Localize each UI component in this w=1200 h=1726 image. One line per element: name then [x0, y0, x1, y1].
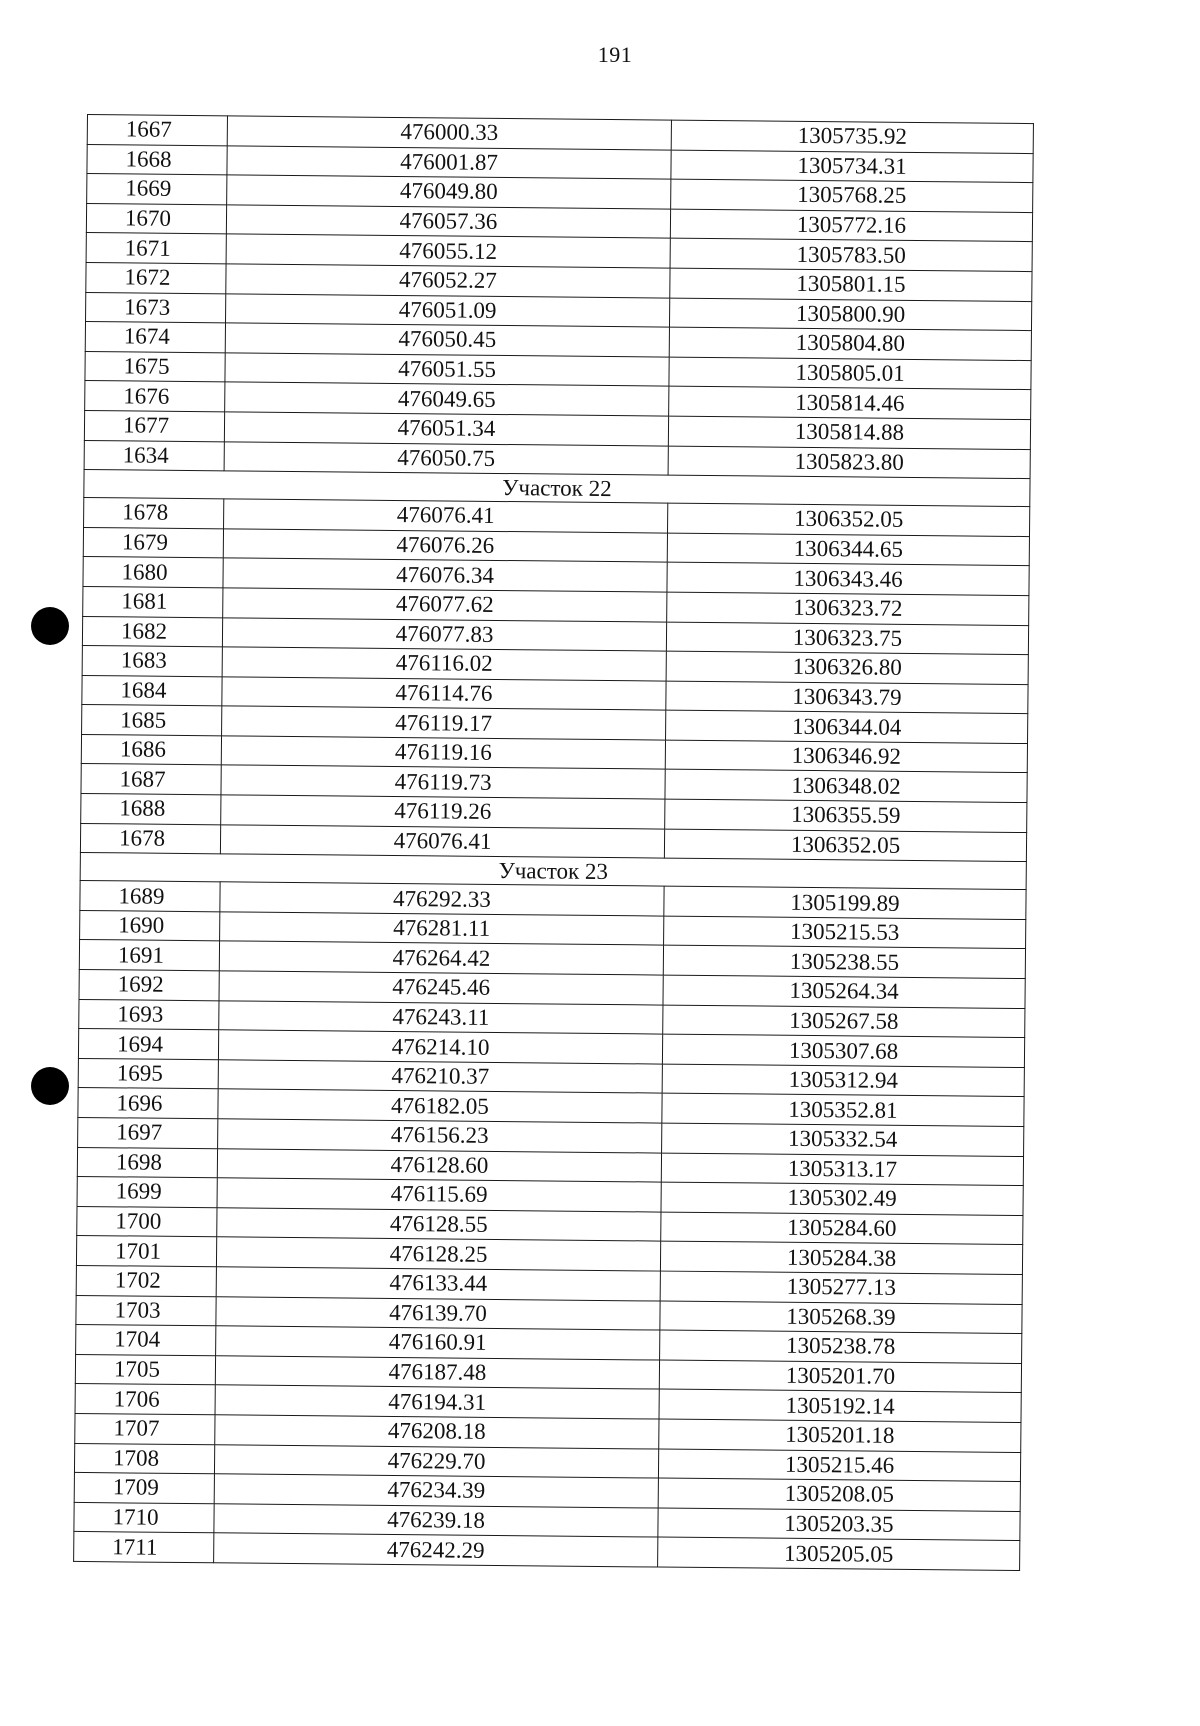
point-number-cell: 1682 [82, 616, 222, 647]
x-coordinate-cell: 476055.12 [226, 234, 670, 268]
point-number-cell: 1706 [75, 1384, 215, 1415]
x-coordinate-cell: 476114.76 [222, 677, 666, 711]
y-coordinate-cell: 1305267.58 [663, 1005, 1025, 1038]
x-coordinate-cell: 476264.42 [219, 941, 663, 975]
point-number-cell: 1704 [76, 1325, 216, 1356]
x-coordinate-cell: 476194.31 [215, 1385, 659, 1419]
point-number-cell: 1686 [81, 734, 221, 765]
x-coordinate-cell: 476077.83 [222, 617, 666, 651]
point-number-cell: 1680 [83, 557, 223, 588]
x-coordinate-cell: 476292.33 [220, 882, 664, 916]
y-coordinate-cell: 1305284.38 [660, 1241, 1022, 1274]
x-coordinate-cell: 476139.70 [216, 1296, 660, 1330]
point-number-cell: 1674 [85, 322, 225, 353]
point-number-cell: 1690 [80, 910, 220, 941]
y-coordinate-cell: 1305192.14 [659, 1389, 1021, 1422]
y-coordinate-cell: 1305772.16 [670, 209, 1032, 242]
page-number: 191 [597, 42, 633, 67]
y-coordinate-cell: 1305801.15 [670, 268, 1032, 301]
y-coordinate-cell: 1305238.55 [663, 946, 1025, 979]
point-number-cell: 1676 [85, 381, 225, 412]
punch-hole-top [31, 607, 69, 645]
y-coordinate-cell: 1306352.05 [664, 829, 1026, 862]
y-coordinate-cell: 1305215.46 [658, 1449, 1020, 1482]
point-number-cell: 1671 [86, 233, 226, 264]
point-number-cell: 1634 [84, 440, 224, 471]
x-coordinate-cell: 476208.18 [215, 1415, 659, 1449]
y-coordinate-cell: 1305312.94 [662, 1064, 1024, 1097]
point-number-cell: 1681 [83, 586, 223, 617]
y-coordinate-cell: 1305814.46 [669, 386, 1031, 419]
y-coordinate-cell: 1305307.68 [662, 1034, 1024, 1067]
x-coordinate-cell: 476242.29 [214, 1533, 658, 1567]
x-coordinate-cell: 476243.11 [219, 1000, 663, 1034]
point-number-cell: 1673 [86, 292, 226, 323]
y-coordinate-cell: 1305332.54 [662, 1123, 1024, 1156]
point-number-cell: 1698 [77, 1147, 217, 1178]
y-coordinate-cell: 1305783.50 [670, 238, 1032, 271]
point-number-cell: 1696 [78, 1088, 218, 1119]
section-title: Участок 23 [80, 853, 1026, 890]
x-coordinate-cell: 476057.36 [226, 205, 670, 239]
y-coordinate-cell: 1305804.80 [669, 327, 1031, 360]
point-number-cell: 1687 [81, 764, 221, 795]
point-number-cell: 1711 [74, 1532, 214, 1563]
coordinates-table [73, 114, 1034, 1571]
point-number-cell: 1693 [79, 999, 219, 1030]
point-number-cell: 1692 [79, 969, 219, 1000]
x-coordinate-cell: 476052.27 [226, 264, 670, 298]
point-number-cell: 1672 [86, 262, 226, 293]
y-coordinate-cell: 1305277.13 [660, 1271, 1022, 1304]
y-coordinate-cell: 1305268.39 [660, 1301, 1022, 1334]
y-coordinate-cell: 1306344.65 [667, 533, 1029, 566]
point-number-cell: 1667 [87, 115, 227, 146]
y-coordinate-cell: 1306344.04 [666, 710, 1028, 743]
y-coordinate-cell: 1305208.05 [658, 1478, 1020, 1511]
point-number-cell: 1684 [82, 675, 222, 706]
x-coordinate-cell: 476133.44 [216, 1267, 660, 1301]
punch-hole-bottom [31, 1067, 69, 1105]
point-number-cell: 1677 [84, 410, 224, 441]
y-coordinate-cell: 1305768.25 [671, 179, 1033, 212]
point-number-cell: 1691 [79, 940, 219, 971]
y-coordinate-cell: 1306355.59 [665, 799, 1027, 832]
x-coordinate-cell: 476050.45 [225, 323, 669, 357]
point-number-cell: 1670 [86, 203, 226, 234]
point-number-cell: 1709 [74, 1473, 214, 1504]
point-number-cell: 1707 [75, 1413, 215, 1444]
y-coordinate-cell: 1305238.78 [660, 1330, 1022, 1363]
x-coordinate-cell: 476187.48 [215, 1356, 659, 1390]
x-coordinate-cell: 476128.60 [217, 1148, 661, 1182]
y-coordinate-cell: 1305814.88 [668, 416, 1030, 449]
y-coordinate-cell: 1305201.18 [659, 1419, 1021, 1452]
y-coordinate-cell: 1305201.70 [659, 1360, 1021, 1393]
y-coordinate-cell: 1305215.53 [664, 916, 1026, 949]
point-number-cell: 1688 [81, 794, 221, 825]
point-number-cell: 1703 [76, 1295, 216, 1326]
point-number-cell: 1702 [76, 1265, 216, 1296]
x-coordinate-cell: 476000.33 [227, 116, 671, 150]
point-number-cell: 1678 [84, 498, 224, 529]
point-number-cell: 1669 [87, 174, 227, 205]
x-coordinate-cell: 476119.17 [222, 706, 666, 740]
y-coordinate-cell: 1305313.17 [661, 1153, 1023, 1186]
x-coordinate-cell: 476077.62 [223, 588, 667, 622]
y-coordinate-cell: 1306343.79 [666, 681, 1028, 714]
x-coordinate-cell: 476234.39 [214, 1474, 658, 1508]
x-coordinate-cell: 476156.23 [218, 1119, 662, 1153]
point-number-cell: 1697 [78, 1117, 218, 1148]
y-coordinate-cell: 1305734.31 [671, 150, 1033, 183]
point-number-cell: 1700 [77, 1206, 217, 1237]
x-coordinate-cell: 476115.69 [217, 1178, 661, 1212]
x-coordinate-cell: 476119.16 [221, 736, 665, 770]
point-number-cell: 1678 [80, 823, 220, 854]
x-coordinate-cell: 476076.34 [223, 558, 667, 592]
point-number-cell: 1675 [85, 351, 225, 382]
y-coordinate-cell: 1305352.81 [662, 1093, 1024, 1126]
x-coordinate-cell: 476128.55 [217, 1208, 661, 1242]
x-coordinate-cell: 476051.55 [225, 353, 669, 387]
x-coordinate-cell: 476160.91 [216, 1326, 660, 1360]
y-coordinate-cell: 1306346.92 [665, 740, 1027, 773]
x-coordinate-cell: 476229.70 [214, 1444, 658, 1478]
y-coordinate-cell: 1305805.01 [669, 357, 1031, 390]
point-number-cell: 1689 [80, 881, 220, 912]
x-coordinate-cell: 476119.26 [221, 795, 665, 829]
x-coordinate-cell: 476128.25 [216, 1237, 660, 1271]
x-coordinate-cell: 476049.65 [225, 382, 669, 416]
y-coordinate-cell: 1306348.02 [665, 770, 1027, 803]
x-coordinate-cell: 476050.75 [224, 441, 668, 475]
point-number-cell: 1701 [76, 1236, 216, 1267]
y-coordinate-cell: 1306323.75 [666, 622, 1028, 655]
y-coordinate-cell: 1305735.92 [671, 120, 1033, 153]
section-title: Участок 22 [84, 470, 1030, 507]
y-coordinate-cell: 1305302.49 [661, 1182, 1023, 1215]
x-coordinate-cell: 476076.41 [220, 824, 664, 858]
point-number-cell: 1694 [78, 1029, 218, 1060]
x-coordinate-cell: 476116.02 [222, 647, 666, 681]
y-coordinate-cell: 1305284.60 [661, 1212, 1023, 1245]
y-coordinate-cell: 1305203.35 [658, 1508, 1020, 1541]
point-number-cell: 1685 [82, 705, 222, 736]
x-coordinate-cell: 476076.41 [224, 499, 668, 533]
y-coordinate-cell: 1306352.05 [668, 503, 1030, 536]
point-number-cell: 1710 [74, 1502, 214, 1533]
x-coordinate-cell: 476051.09 [226, 293, 670, 327]
point-number-cell: 1683 [82, 646, 222, 677]
x-coordinate-cell: 476214.10 [218, 1030, 662, 1064]
x-coordinate-cell: 476049.80 [227, 175, 671, 209]
x-coordinate-cell: 476051.34 [224, 412, 668, 446]
x-coordinate-cell: 476119.73 [221, 765, 665, 799]
coordinates-table-body [74, 115, 1034, 1571]
y-coordinate-cell: 1306326.80 [666, 651, 1028, 684]
point-number-cell: 1699 [77, 1177, 217, 1208]
point-number-cell: 1705 [75, 1354, 215, 1385]
point-number-cell: 1695 [78, 1058, 218, 1089]
y-coordinate-cell: 1306343.46 [667, 562, 1029, 595]
x-coordinate-cell: 476001.87 [227, 145, 671, 179]
y-coordinate-cell: 1305800.90 [669, 298, 1031, 331]
x-coordinate-cell: 476239.18 [214, 1504, 658, 1538]
point-number-cell: 1708 [74, 1443, 214, 1474]
point-number-cell: 1668 [87, 144, 227, 175]
y-coordinate-cell: 1305264.34 [663, 975, 1025, 1008]
y-coordinate-cell: 1306323.72 [667, 592, 1029, 625]
x-coordinate-cell: 476245.46 [219, 971, 663, 1005]
x-coordinate-cell: 476281.11 [220, 912, 664, 946]
y-coordinate-cell: 1305199.89 [664, 886, 1026, 919]
y-coordinate-cell: 1305823.80 [668, 446, 1030, 479]
x-coordinate-cell: 476182.05 [218, 1089, 662, 1123]
point-number-cell: 1679 [83, 527, 223, 558]
y-coordinate-cell: 1305205.05 [658, 1537, 1020, 1570]
x-coordinate-cell: 476076.26 [223, 529, 667, 563]
x-coordinate-cell: 476210.37 [218, 1060, 662, 1094]
